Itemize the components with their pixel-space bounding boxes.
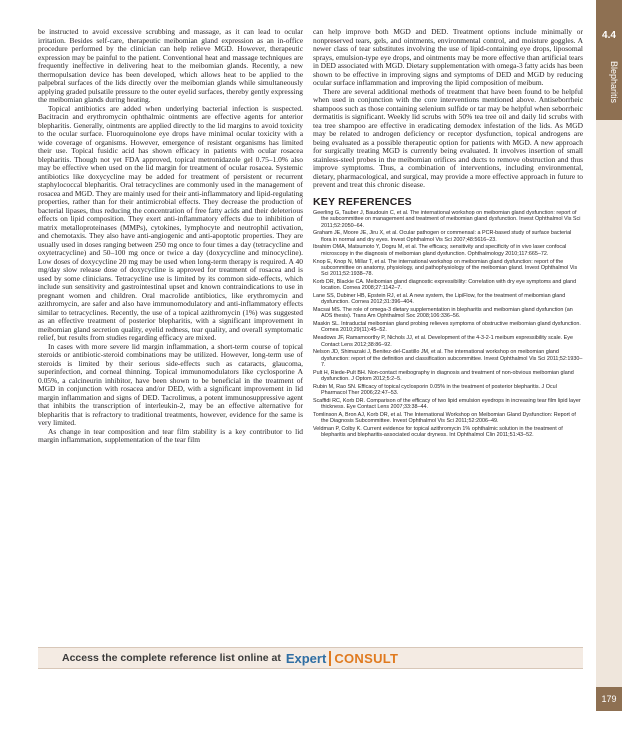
right-column (313, 28, 583, 440)
reference-item: Pult H, Riede-Pult BH. Non-contact meibography in diagnosis and treatment of non-obvious meibomian gland dysfunction. J Optom 2012;5:2–5. (313, 369, 574, 382)
side-strip (596, 120, 622, 687)
banner-text: Access the complete reference list online at (62, 652, 281, 664)
reference-item: Tomlinson A, Bron AJ, Korb DR, et al. The International Workshop on Meibomian Gland Dysfunction: Report of the Diagnosis Subcommittee. Invest Ophthalmol Vis Sci 2011;52:2006–49. (313, 411, 576, 425)
reference-item: Meadows JF, Ramamoorthy P, Nichols JJ, et al. Development of the 4-3-2-1 meibum expressibility scale. Eye Contact Lens 2012;38:86–92. (313, 335, 573, 348)
paragraph: There are several additional methods of treatment that have been found to be helpful when used in conjunction with the core interventions mentioned above. Antiseborrheic shampoos such as those containing selenium sulfide or tar may be helpful when seborrheic dermatitis is significant. Weekly lid scrubs with 50% tea tree oil and daily lid scrubs with tea tree shampoo are effective in eradicating demodex infestation of the lids. As MGD may be related to androgen deficiency or receptor dysfunction, topical androgens are being evaluated as a possible therapeutic option for patients with MGD. A new approach for surgically treating MGD is currently being evaluated. It involves insertion of small stainless-steel probes in the meibomian orifices and ducts to remove obstruction and thus improve symptoms. Thus, a combination of interventions, including environmental, dietary, pharmacological, and surgical, may provide a more effective approach in future to prevent and treat this chronic disease. (313, 86, 583, 189)
paragraph: Topical antibiotics are added when underlying bacterial infection is suspected. Bacitracin and erythromycin ophthalmic ointments are effective agents for anterior blepharitis. Generally, ointments are applied directly to the lid margins to avoid toxicity to the ocular surface. Fluoroquinolone eye drops have minimal ocular toxicity with a wide coverage of organisms. However, emergence of resistant organisms has limited their use. Topical fusidic acid has shown efficacy in patients with ocular rosacea blepharitis. Though not yet FDA approved, topical metronidazole gel 0.75–1.0% also may be effective when used on the lid margin for treatment of ocular rosacea. Systemic antibiotics like doxycycline may be added for treatment of persistent or recurrent staphylococcal blepharitis. Oral tetracyclines are commonly used in the management of rosacea and MGD. They are mainly used for their anti-inflammatory and lipid-regulating properties, rather than for their antimicrobial effects. They decrease the production of bacterial lipases, thus reducing the concentration of free fatty acids and their deleterious effects on lipid composition. They exert anti-inflammatory effects due to inhibition of matrix metalloproteinases (MMPs), cytokines, lymphocyte and neutrophil activation, and chemotaxis. They also have anti-angiogenic and anti-apoptotic properties. They are usually used in doses ranging between 250 mg once to four times a day (tetracycline and oxytetracycline) and 50–100 mg once or twice a day (doxycycline and minocycline). Low doses of doxycycline 20 mg may be used when long-term therapy is required. A 40 mg/day slow release dose of doxycycline is approved for treatment of rosacea and is used by some clinicians. Tetracycline use is limited by its common side-effects, which include sun sensitivity and gastrointestinal upset and known contraindications to use in pregnant women and children. Oral macrolide antibiotics, like erythromycin and azithromycin, are safer and also have immunomodulatory and anti-inflammatory effects similar to tetracyclines. Recently, the use of a topical azithromycin (1%) was suggested as an effective treatment of posterior blepharitis, with a significant improvement in meibomian gland secretion quality, eyelid redness, tear quality, and overall symptomatic relief, but results from studies regarding efficacy are mixed. (38, 103, 303, 342)
page-number: 179 (596, 687, 622, 711)
references-heading: KEY REFERENCES (313, 195, 412, 208)
paragraph: can help improve both MGD and DED. Treatment options include minimally or nonpreserved tears, gels, and ointments, environmental control, and moisture goggles. A newer class of tear substitutes involving the use of lipid-containing eye drops, liposomal sprays, emulsion-type eye drops, and ointments may be more effective than artificial tears in DED associated with MGD. Dietary supplementation with omega-3 fatty acids has been shown to be effective in improving signs and symptoms of DED and MGD by reducing ocular surface inflammation and improving the lipid composition of meibum. (313, 27, 583, 87)
reference-item: Nelson JD, Shimazaki J, Benitez-del-Castillo JM, et al. The international workshop on meibomian gland dysfunction: report of the definition and classification subcommittee. Invest Ophthalmol Vis Sci 2011;52:1930–7. (313, 349, 583, 368)
paragraph: In cases with more severe lid margin inflammation, a short-term course of topical steroids or antibiotic-steroid combinations may be utilized. However, long-term use of steroids is limited by their serious side-effects such as cataracts, glaucoma, superinfection, and corneal thinning. Topical immunomodulators like cyclosporine A 0.05%, a calcineurin inhibitor, have been shown to be beneficial in the treatment of MGD in conjunction with rosacea and/or DED, with a significant improvement in lid margin inflammation and signs of DED. Tacrolimus, a potent immunosuppressive agent that inhibits the transcription of interleukin-2, may be an effective alternative for blepharitis that is refractory to traditional treatments, however, evidence for the same is very limited. (38, 341, 303, 427)
reference-item: Korb DR, Blackie CA. Meibomian gland diagnostic expressibility: Correlation with dry eye symptoms and gland location. Cornea 2008;27:1142–7. (313, 278, 577, 292)
reference-item: Rubin M, Rao SN. Efficacy of topical cyclosporin 0.05% in the treatment of posterior blepharitis. J Ocul Pharmacol Ther 2006;22:47–53. (313, 383, 557, 397)
reference-item: Ibrahim OMA, Matsumoto Y, Dogru M, et al. The efficacy, sensitivity and specificity of in vivo laser confocal microscopy in the diagnosis of meibomian gland dysfunction. Ophthalmology 2010;117:665–72. (313, 244, 567, 257)
reference-item: Graham JE, Moore JE, Jiru X, et al. Ocular pathogen or commensal: a PCR-based study of surface bacterial flora in normal and dry eyes. Invest Ophthalmol Vis Sci 2007;48:5616–23. (313, 230, 572, 243)
expert-consult-logo[interactable] (286, 650, 398, 666)
left-column (38, 28, 303, 445)
references-list (313, 210, 583, 439)
section-number: 4.4 (602, 30, 616, 41)
reference-item: Lane SS, Dubiner HB, Epstein RJ, et al. A new system, the LipiFlow, for the treatment of meibomian gland dysfunction. Cornea 2012;31:396–404. (313, 292, 566, 306)
paragraph: be instructed to avoid excessive scrubbing and massage, as it can lead to ocular irritation. Besides self-care, therapeutic meibomian gland expression as an in-office procedure performed by the clinician can help relieve MGD. However, therapeutic expression may be painful to the patient. Conventional heat and massage techniques are frequently ineffective in delivering heat to the meibomian glands. Recently, a new thermopulsation device has been developed, which allows heat to be applied to the palpebral surfaces of the lids directly over the meibomian glands while simultaneously applying graded pulsatile pressure to the outer eyelid surfaces, thereby gently expressing the meibomian glands during heating. (38, 27, 303, 104)
reference-item: Veldman P, Colby K. Current evidence for topical azithromycin 1% ophthalmic solution in the treatment of blepharitis and blepharitis-associated ocular dryness. Int Ophthalmol Clin 2011;51:43–52. (313, 426, 563, 439)
reference-item: Geerling G, Tauber J, Baudouin C, et al. The international workshop on meibomian gland dysfunction: report of the subcommittee on management and treatment of meibomian gland dysfunction. Invest Ophthalmol Vis Sci 2011;52:2050–64. (313, 210, 581, 229)
paragraph: As change in tear composition and tear film stability is a key contributor to lid margin inflammation, supplementation of the tear film (38, 426, 303, 444)
reference-item: Macsai MS. The role of omega-3 dietary supplementation in blepharitis and meibomian gland dysfunction (an AOS thesis). Trans Am Ophthalmol Soc 2008;106:336–56. (313, 307, 573, 320)
brand-part-expert: Expert (285, 650, 327, 666)
reference-item: Knop E, Knop N, Millar T, et al. The international workshop on meibomian gland dysfunction: report of the subcommittee on anatomy, physiology, and pathophysiology of the meibomian gland. Invest Ophthalmol Vis Sci 2011;52:1938–78. (313, 258, 578, 278)
reference-item: Maskin SL. Intraductal meibomian gland probing relieves symptoms of obstructive meibomian gland dysfunction. Cornea 2010;29(11):45–52. (313, 321, 581, 334)
section-title: Blepharitis (609, 60, 619, 104)
reference-access-banner[interactable] (38, 647, 583, 669)
brand-part-consult: CONSULT (329, 651, 398, 666)
reference-item: Scaffidi RC, Korb DR. Comparison of the efficacy of two lipid emulsion eyedrops in increasing tear film lipid layer thickness. Eye Contact Lens 2007;33:38–44. (313, 397, 581, 411)
